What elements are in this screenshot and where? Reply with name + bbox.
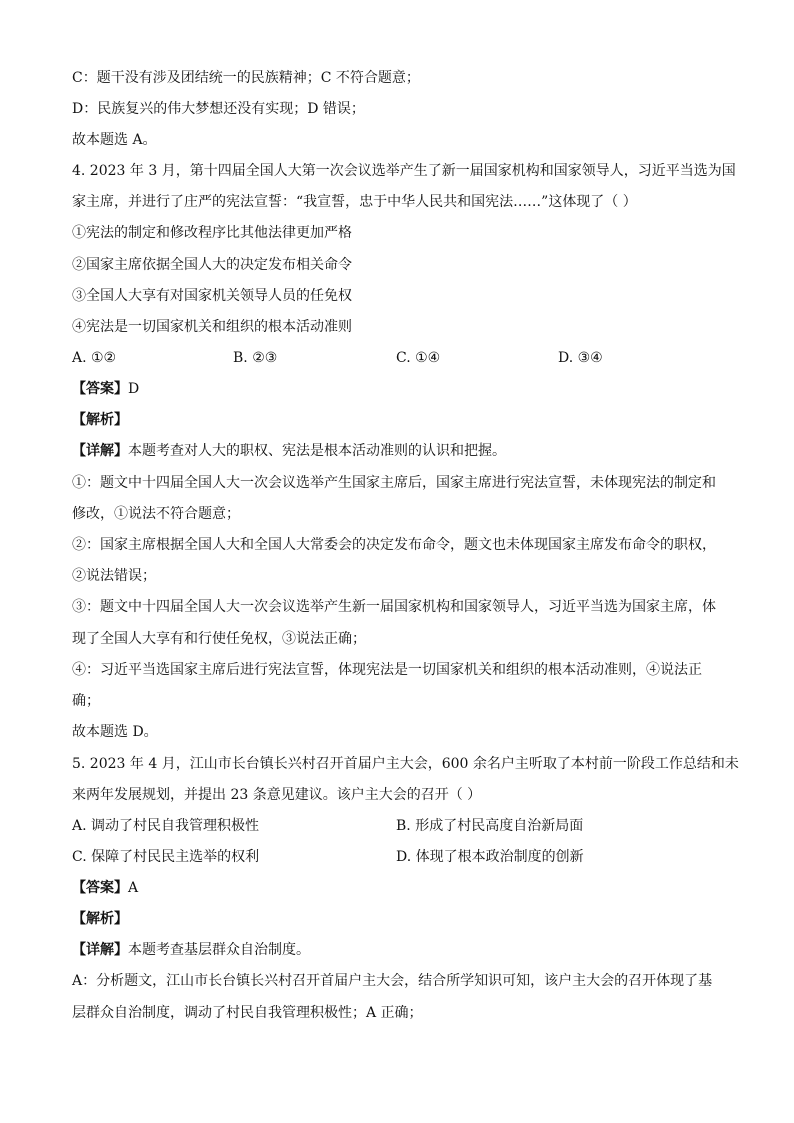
prev-analysis-c: C：题干没有涉及团结统一的民族精神；C 不符合题意； (72, 70, 420, 86)
q5-analysis-a-line2: 层群众自治制度，调动了村民自我管理积极性；A 正确； (72, 1005, 423, 1021)
q4-answer-tag: 【答案】 (72, 381, 128, 397)
q5-analysis-label: 【解析】 (72, 911, 128, 927)
q5-option-d: D. 体现了根本政治制度的创新 (396, 849, 584, 865)
q5-answer-line (72, 878, 138, 898)
q4-analysis-2-line2: ②说法错误； (72, 568, 156, 584)
q5-detail-tag: 【详解】 (72, 942, 128, 958)
q4-detail-tag: 【详解】 (72, 443, 128, 459)
q4-option-d: D. ③④ (558, 350, 603, 366)
q4-detail-line (72, 441, 506, 461)
q4-item-4: ④宪法是一切国家机关和组织的根本活动准则 (72, 319, 352, 335)
q5-answer-tag: 【答案】 (72, 880, 128, 896)
q4-item-3: ③全国人大享有对国家机关领导人员的任免权 (72, 288, 352, 304)
q4-analysis-4-line1: ④：习近平当选国家主席后进行宪法宣誓，体现宪法是一切国家机关和组织的根本活动准则，④说法正 (72, 662, 702, 678)
q4-detail: 本题考查对人大的职权、宪法是根本活动准则的认识和把握。 (128, 443, 506, 459)
q5-option-a: A. 调动了村民自我管理积极性 (72, 818, 260, 834)
q4-analysis-label: 【解析】 (72, 412, 128, 428)
q4-answer: D (128, 381, 140, 397)
q5-analysis-a-line1: A：分析题文，江山市长台镇长兴村召开首届户主大会，结合所学知识可知，该户主大会的召开体现了基 (72, 973, 713, 989)
q4-answer-line (72, 379, 139, 399)
q5-detail: 本题考查基层群众自治制度。 (128, 942, 310, 958)
q5-analysis-tag (72, 909, 128, 929)
q5-option-c: C. 保障了村民民主选举的权利 (72, 849, 260, 865)
q4-stem-line2: 家主席，并进行了庄严的宪法宣誓：“我宣誓，忠于中华人民共和国宪法……”这体现了（ ） (72, 194, 637, 210)
q5-option-b: B. 形成了村民高度自治新局面 (396, 818, 584, 834)
q5-answer: A (128, 880, 139, 896)
q5-detail-line (72, 940, 310, 960)
q4-item-2: ②国家主席依据全国人大的决定发布相关命令 (72, 257, 352, 273)
q5-stem-line1: 5. 2023 年 4 月，江山市长台镇长兴村召开首届户主大会，600 余名户主听取了本村前一阶段工作总结和未 (72, 756, 739, 772)
q4-option-c: C. ①④ (396, 350, 441, 366)
q4-item-1: ①宪法的制定和修改程序比其他法律更加严格 (72, 225, 352, 241)
q5-stem-line2: 来两年发展规划，并提出 23 条意见建议。该户主大会的召开（ ） (72, 787, 482, 803)
prev-analysis-d: D：民族复兴的伟大梦想还没有实现；D 错误； (72, 101, 365, 117)
q4-option-b: B. ②③ (233, 350, 278, 366)
q4-option-a: A. ①② (72, 350, 117, 366)
q4-analysis-4-line2: 确； (72, 693, 100, 709)
q4-analysis-3-line2: 现了全国人大享有和行使任免权，③说法正确； (72, 631, 366, 647)
q4-analysis-3-line1: ③：题文中十四届全国人大一次会议选举产生新一届国家机构和国家领导人，习近平当选为国家主席，体 (72, 599, 716, 615)
q4-analysis-tag (72, 410, 128, 430)
q4-analysis-1-line1: ①：题文中十四届全国人大一次会议选举产生国家主席后，国家主席进行宪法宣誓，未体现宪法的制定和 (72, 475, 716, 491)
q4-stem-line1: 4. 2023 年 3 月，第十四届全国人大第一次会议选举产生了新一届国家机构和国家领导人，习近平当选为国 (72, 163, 736, 179)
prev-choice: 故本题选 A。 (72, 132, 157, 148)
q4-choice: 故本题选 D。 (72, 724, 158, 740)
q4-analysis-2-line1: ②：国家主席根据全国人大和全国人大常委会的决定发布命令，题文也未体现国家主席发布命令的职权， (72, 537, 716, 553)
q4-analysis-1-line2: 修改，①说法不符合题意； (72, 506, 240, 522)
